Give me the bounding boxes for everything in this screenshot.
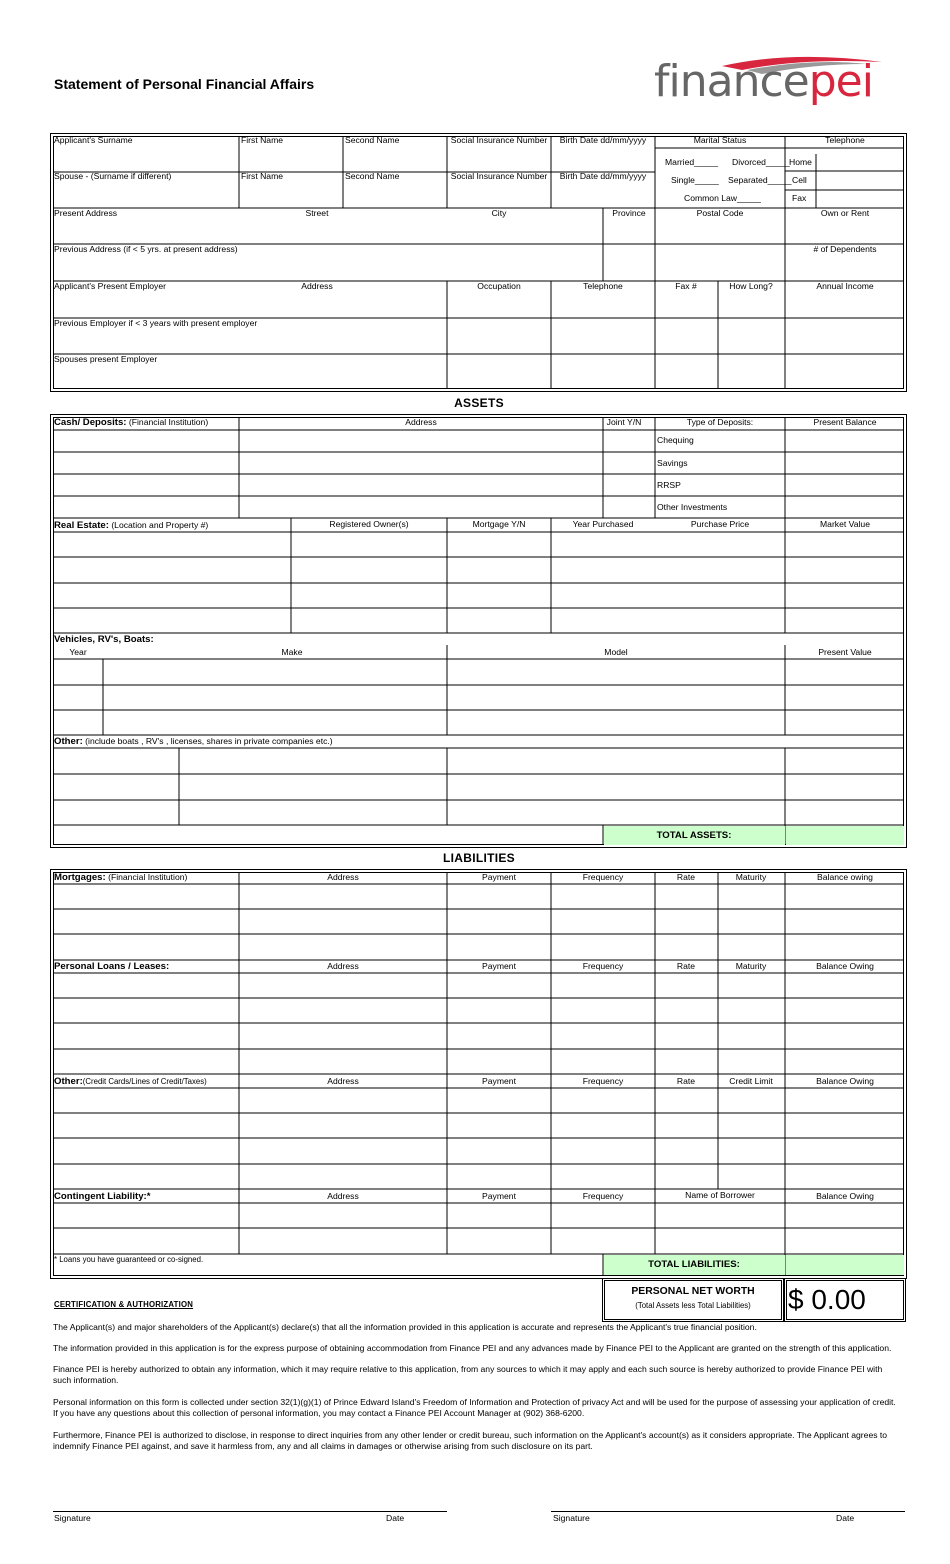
option-married[interactable]: Married_____ bbox=[665, 157, 719, 167]
label-contingent-balance: Balance Owing bbox=[816, 1191, 874, 1201]
label-total-assets: TOTAL ASSETS: bbox=[656, 830, 732, 841]
label-date-1: Date bbox=[386, 1513, 405, 1523]
label-deposit-type: Type of Deposits: bbox=[686, 417, 754, 427]
label-other-balance: Balance Owing bbox=[816, 1076, 874, 1086]
label-loans-maturity: Maturity bbox=[735, 961, 767, 971]
label-present-balance: Present Balance bbox=[813, 417, 877, 427]
label-own-or-rent: Own or Rent bbox=[820, 208, 870, 218]
label-loans-rate: Rate bbox=[676, 961, 696, 971]
label-other-address: Address bbox=[327, 1076, 359, 1086]
label-purchase-price: Purchase Price bbox=[690, 519, 750, 529]
label-name-of-borrower: Name of Borrower bbox=[685, 1190, 755, 1200]
label-vehicle-year: Year bbox=[69, 647, 87, 657]
label-registered-owner: Registered Owner(s) bbox=[329, 519, 409, 529]
label-how-long: How Long? bbox=[729, 281, 773, 291]
label-contingent-liability: Contingent Liability:* bbox=[54, 1191, 151, 1202]
net-worth-value: $ 0.00 bbox=[788, 1284, 866, 1315]
liabilities-heading: LIABILITIES bbox=[443, 851, 515, 865]
label-other-liabilities: Other:(Credit Cards/Lines of Credit/Taxes) bbox=[54, 1076, 207, 1087]
label-real-estate: Real Estate: (Location and Property #) bbox=[54, 520, 209, 531]
label-other-rate: Rate bbox=[676, 1076, 696, 1086]
label-vehicle-present-value: Present Value bbox=[818, 647, 872, 657]
logo-wordmark: financepei bbox=[654, 56, 873, 107]
label-telephone: Telephone bbox=[825, 135, 865, 145]
label-credit-limit: Credit Limit bbox=[729, 1076, 773, 1086]
label-home-phone: Home bbox=[789, 157, 812, 167]
label-street: Street bbox=[305, 208, 329, 218]
label-contingent-frequency: Frequency bbox=[582, 1191, 624, 1201]
label-loans-payment: Payment bbox=[482, 961, 516, 971]
label-mortgage-frequency: Frequency bbox=[582, 872, 624, 882]
label-employer-address: Address bbox=[301, 281, 333, 291]
label-personal-net-worth: PERSONAL NET WORTH bbox=[631, 1286, 755, 1297]
label-employer-telephone: Telephone bbox=[583, 281, 623, 291]
label-other-payment: Payment bbox=[482, 1076, 516, 1086]
option-common-law[interactable]: Common Law_____ bbox=[684, 193, 761, 203]
label-loans-balance: Balance Owing bbox=[816, 961, 874, 971]
label-date-2: Date bbox=[836, 1513, 855, 1523]
label-cash-deposits: Cash/ Deposits: (Financial Institution) bbox=[54, 417, 209, 428]
label-spouse-second-name: Second Name bbox=[345, 171, 400, 181]
certification-paragraph-4: Personal information on this form is collected under section 32(1)(g)(1) of Prince Edward Island's Freedom of Information and Protection of privacy Act and will be used for the purpose of assessing your application of credit. If you have any questions about this collection of personal information, you may contact a Finance PEI Account Manager at (902) 368-6200. bbox=[53, 1397, 896, 1418]
label-mortgage-rate: Rate bbox=[676, 872, 696, 882]
label-market-value: Market Value bbox=[820, 519, 870, 529]
label-mortgages: Mortgages: (Financial Institution) bbox=[54, 872, 188, 883]
label-second-name: Second Name bbox=[345, 135, 400, 145]
certification-paragraph-1: The Applicant(s) and major shareholders of the Applicant(s) declare(s) that all the information provided in this application is accurate and represents the Applicant's true financial position. bbox=[53, 1322, 757, 1332]
label-mortgage-payment: Payment bbox=[482, 872, 516, 882]
certification-heading: CERTIFICATION & AUTHORIZATION bbox=[54, 1300, 194, 1309]
total-assets-value[interactable] bbox=[786, 826, 904, 845]
label-present-address: Present Address bbox=[54, 208, 118, 218]
label-dependents: # of Dependents bbox=[813, 244, 877, 254]
label-sin: Social Insurance Number bbox=[450, 135, 548, 145]
label-fax: Fax bbox=[792, 193, 807, 203]
label-loans-frequency: Frequency bbox=[582, 961, 624, 971]
label-previous-address: Previous Address (if < 5 yrs. at present address) bbox=[54, 244, 238, 254]
label-contingent-payment: Payment bbox=[482, 1191, 516, 1201]
label-mortgage-balance: Balance owing bbox=[817, 872, 873, 882]
label-fax-number: Fax # bbox=[675, 281, 697, 291]
label-loans-address: Address bbox=[327, 961, 359, 971]
option-divorced[interactable]: Divorced_____ bbox=[732, 157, 790, 167]
label-first-name: First Name bbox=[241, 135, 284, 145]
label-year-purchased: Year Purchased bbox=[572, 519, 634, 529]
label-cash-address: Address bbox=[405, 417, 437, 427]
label-previous-employer: Previous Employer if < 3 years with present employer bbox=[54, 318, 258, 328]
label-province: Province bbox=[612, 208, 646, 218]
option-single[interactable]: Single_____ bbox=[671, 175, 719, 185]
label-other-frequency: Frequency bbox=[582, 1076, 624, 1086]
deposit-type-savings: Savings bbox=[657, 458, 688, 468]
total-liabilities-value[interactable] bbox=[786, 1255, 904, 1275]
signature-line-1[interactable] bbox=[53, 1511, 447, 1512]
option-separated[interactable]: Separated_____ bbox=[728, 175, 792, 185]
label-contingent-address: Address bbox=[327, 1191, 359, 1201]
label-mortgage-maturity: Maturity bbox=[735, 872, 767, 882]
label-applicant-surname: Applicant's Surname bbox=[54, 135, 133, 145]
label-spouse-birth-date: Birth Date dd/mm/yyyy bbox=[559, 171, 647, 181]
deposit-type-chequing: Chequing bbox=[657, 435, 694, 445]
label-other-assets: Other: (include boats , RV's , licenses, shares in private companies etc.) bbox=[54, 736, 333, 747]
label-annual-income: Annual Income bbox=[816, 281, 874, 291]
label-occupation: Occupation bbox=[477, 281, 521, 291]
label-mortgage-address: Address bbox=[327, 872, 359, 882]
deposit-type-rrsp: RRSP bbox=[657, 480, 681, 490]
label-cell-phone: Cell bbox=[792, 175, 807, 185]
label-net-worth-sub: (Total Assets less Total Liabilities) bbox=[635, 1301, 751, 1310]
label-postal-code: Postal Code bbox=[696, 208, 744, 218]
label-spouse-sin: Social Insurance Number bbox=[450, 171, 548, 181]
label-signature-2: Signature bbox=[553, 1513, 590, 1523]
certification-paragraph-5: Furthermore, Finance PEI is authorized to disclose, in response to direct inquiries from any other lender or credit bureau, such information on the Applicant's account(s) as it considers appropriate. The Applicant agrees to indemnify Finance PEI against, and save it harmless from, any and all claims in damages or otherwise arising from such disclosure on its part. bbox=[53, 1430, 888, 1451]
label-present-employer: Applicant's Present Employer bbox=[54, 281, 166, 291]
label-city: City bbox=[491, 208, 507, 218]
label-spouse: Spouse - (Surname if different) bbox=[54, 171, 172, 181]
label-vehicle-model: Model bbox=[604, 647, 628, 657]
label-spouse-employer: Spouses present Employer bbox=[54, 354, 158, 364]
assets-heading: ASSETS bbox=[454, 396, 504, 410]
label-vehicles: Vehicles, RV's, Boats: bbox=[54, 634, 154, 645]
label-personal-loans: Personal Loans / Leases: bbox=[54, 961, 170, 972]
certification-paragraph-2: The information provided in this application is for the express purpose of obtaining accommodation from Finance PEI and any advances made by Finance PEI to the Applicant are granted on the strength of this application. bbox=[53, 1343, 892, 1353]
label-mortgage-yn: Mortgage Y/N bbox=[472, 519, 526, 529]
signature-line-2[interactable] bbox=[551, 1511, 905, 1512]
label-marital-status: Marital Status bbox=[693, 135, 747, 145]
label-total-liabilities: TOTAL LIABILITIES: bbox=[648, 1259, 740, 1270]
label-vehicle-make: Make bbox=[281, 647, 303, 657]
certification-paragraph-3: Finance PEI is hereby authorized to obtain any information, which it may require relative to this application, from any sources to which it may apply and each such source is hereby authorized to provide Finance PEI with such information. bbox=[53, 1364, 883, 1385]
footnote-guaranteed-loans: * Loans you have guaranteed or co-signed. bbox=[54, 1255, 204, 1264]
label-signature-1: Signature bbox=[54, 1513, 91, 1523]
label-spouse-first-name: First Name bbox=[241, 171, 284, 181]
deposit-type-other-investments: Other Investments bbox=[657, 502, 728, 512]
label-joint: Joint Y/N bbox=[606, 417, 642, 427]
label-birth-date: Birth Date dd/mm/yyyy bbox=[559, 135, 647, 145]
page-title: Statement of Personal Financial Affairs bbox=[54, 76, 315, 92]
